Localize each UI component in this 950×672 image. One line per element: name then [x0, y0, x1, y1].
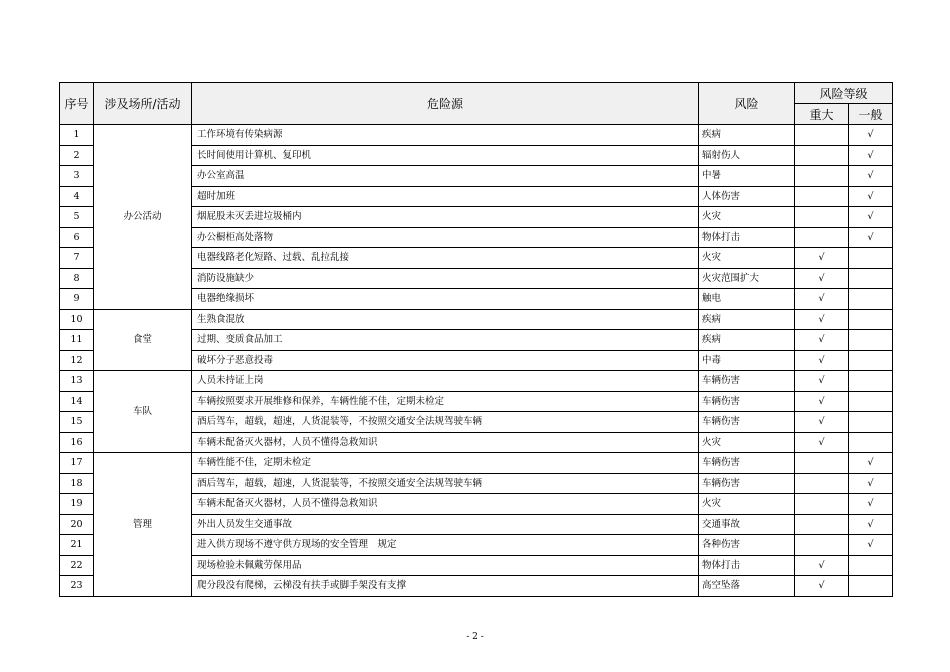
- risk-cell: 车辆伤害: [699, 371, 795, 392]
- major-level-cell: [795, 371, 849, 392]
- general-level-cell: [849, 166, 893, 187]
- general-level-cell: [849, 473, 893, 494]
- major-level-cell: [795, 330, 849, 351]
- general-level-cell: [849, 350, 893, 371]
- table-row: [60, 125, 893, 146]
- hazard-cell: 超时加班: [192, 186, 699, 207]
- general-level-cell: [849, 371, 893, 392]
- check-mark-icon: √: [867, 457, 874, 469]
- row-number: 17: [60, 453, 94, 474]
- general-level-cell: [849, 227, 893, 248]
- general-level-cell: [849, 514, 893, 535]
- hazard-cell: 车辆按照要求开展维修和保养，车辆性能不佳，定期未检定: [192, 391, 699, 412]
- check-mark-icon: √: [818, 395, 825, 407]
- row-number: 10: [60, 309, 94, 330]
- check-mark-icon: √: [867, 149, 874, 161]
- major-level-cell: [795, 227, 849, 248]
- general-level-cell: [849, 125, 893, 146]
- hazard-cell: 办公室高温: [192, 166, 699, 187]
- general-level-cell: [849, 576, 893, 597]
- row-number: 12: [60, 350, 94, 371]
- general-level-cell: [849, 330, 893, 351]
- major-level-cell: [795, 494, 849, 515]
- general-level-cell: [849, 494, 893, 515]
- row-number: 7: [60, 248, 94, 269]
- check-mark-icon: √: [867, 518, 874, 530]
- hazard-cell: 进入供方现场不遵守供方现场的安全管理 规定: [192, 535, 699, 556]
- row-number: 16: [60, 432, 94, 453]
- hazard-cell: 工作环境有传染病源: [192, 125, 699, 146]
- general-level-cell: [849, 555, 893, 576]
- row-number: 1: [60, 125, 94, 146]
- hazard-cell: 酒后驾车，超载，超速，人货混装等，不按照交通安全法规驾驶车辆: [192, 412, 699, 433]
- hazard-cell: 过期、变质食品加工: [192, 330, 699, 351]
- risk-cell: 人体伤害: [699, 186, 795, 207]
- hazard-cell: 消防设施缺少: [192, 268, 699, 289]
- general-level-cell: [849, 309, 893, 330]
- place-cell: 管理: [94, 453, 192, 597]
- general-level-cell: [849, 412, 893, 433]
- risk-cell: 高空坠落: [699, 576, 795, 597]
- table-row: [60, 453, 893, 474]
- hazard-cell: 烟屁股未灭丢进垃圾桶内: [192, 207, 699, 228]
- check-mark-icon: √: [867, 498, 874, 510]
- row-number: 22: [60, 555, 94, 576]
- risk-cell: 火灾: [699, 207, 795, 228]
- check-mark-icon: √: [867, 211, 874, 223]
- check-mark-icon: √: [818, 354, 825, 366]
- major-level-cell: [795, 391, 849, 412]
- page-number: - 2 -: [466, 632, 484, 642]
- check-mark-icon: √: [818, 375, 825, 387]
- hazard-cell: 生熟食混放: [192, 309, 699, 330]
- major-level-cell: [795, 248, 849, 269]
- header-major: 重大: [795, 104, 849, 125]
- general-level-cell: [849, 186, 893, 207]
- major-level-cell: [795, 473, 849, 494]
- table-row: [60, 371, 893, 392]
- risk-cell: 各种伤害: [699, 535, 795, 556]
- risk-cell: 火灾范围扩大: [699, 268, 795, 289]
- check-mark-icon: √: [867, 231, 874, 243]
- risk-cell: 辐射伤人: [699, 145, 795, 166]
- risk-cell: 中暑: [699, 166, 795, 187]
- risk-cell: 交通事故: [699, 514, 795, 535]
- general-level-cell: [849, 248, 893, 269]
- header-general: 一般: [849, 104, 893, 125]
- table-body: [60, 125, 893, 597]
- major-level-cell: [795, 535, 849, 556]
- header-hazard: 危险源: [192, 83, 699, 125]
- row-number: 15: [60, 412, 94, 433]
- major-level-cell: [795, 412, 849, 433]
- major-level-cell: [795, 166, 849, 187]
- check-mark-icon: √: [818, 293, 825, 305]
- header-risk: 风险: [699, 83, 795, 125]
- row-number: 18: [60, 473, 94, 494]
- header-no: 序号: [60, 83, 94, 125]
- hazard-cell: 酒后驾车，超载，超速，人货混装等，不按照交通安全法规驾驶车辆: [192, 473, 699, 494]
- risk-cell: 中毒: [699, 350, 795, 371]
- major-level-cell: [795, 514, 849, 535]
- major-level-cell: [795, 576, 849, 597]
- row-number: 5: [60, 207, 94, 228]
- check-mark-icon: √: [867, 190, 874, 202]
- hazard-cell: 人员未持证上岗: [192, 371, 699, 392]
- check-mark-icon: √: [818, 313, 825, 325]
- risk-cell: 触电: [699, 289, 795, 310]
- risk-cell: 车辆伤害: [699, 391, 795, 412]
- hazard-cell: 外出人员发生交通事故: [192, 514, 699, 535]
- general-level-cell: [849, 432, 893, 453]
- major-level-cell: [795, 350, 849, 371]
- check-mark-icon: √: [818, 272, 825, 284]
- hazard-cell: 车辆性能不佳，定期未检定: [192, 453, 699, 474]
- check-mark-icon: √: [818, 252, 825, 264]
- row-number: 14: [60, 391, 94, 412]
- row-number: 21: [60, 535, 94, 556]
- risk-cell: 火灾: [699, 494, 795, 515]
- hazard-cell: 破坏分子恶意投毒: [192, 350, 699, 371]
- row-number: 2: [60, 145, 94, 166]
- general-level-cell: [849, 207, 893, 228]
- row-number: 20: [60, 514, 94, 535]
- risk-cell: 物体打击: [699, 227, 795, 248]
- check-mark-icon: √: [867, 170, 874, 182]
- row-number: 13: [60, 371, 94, 392]
- place-cell: 食堂: [94, 309, 192, 371]
- hazard-cell: 电器线路老化短路、过载、乱拉乱接: [192, 248, 699, 269]
- row-number: 23: [60, 576, 94, 597]
- risk-cell: 车辆伤害: [699, 453, 795, 474]
- hazard-cell: 长时间使用计算机、复印机: [192, 145, 699, 166]
- major-level-cell: [795, 289, 849, 310]
- general-level-cell: [849, 289, 893, 310]
- hazard-cell: 现场检验未佩戴劳保用品: [192, 555, 699, 576]
- header-risk-level: 风险等级: [795, 83, 893, 104]
- row-number: 8: [60, 268, 94, 289]
- row-number: 4: [60, 186, 94, 207]
- major-level-cell: [795, 268, 849, 289]
- risk-cell: 车辆伤害: [699, 412, 795, 433]
- check-mark-icon: √: [818, 416, 825, 428]
- general-level-cell: [849, 145, 893, 166]
- major-level-cell: [795, 186, 849, 207]
- risk-table: [59, 82, 893, 597]
- place-cell: 办公活动: [94, 125, 192, 310]
- check-mark-icon: √: [867, 477, 874, 489]
- hazard-cell: 电器绝缘损坏: [192, 289, 699, 310]
- major-level-cell: [795, 125, 849, 146]
- risk-cell: 火灾: [699, 248, 795, 269]
- major-level-cell: [795, 207, 849, 228]
- general-level-cell: [849, 453, 893, 474]
- row-number: 3: [60, 166, 94, 187]
- major-level-cell: [795, 453, 849, 474]
- major-level-cell: [795, 432, 849, 453]
- check-mark-icon: √: [818, 559, 825, 571]
- header-place: 涉及场所/活动: [94, 83, 192, 125]
- row-number: 6: [60, 227, 94, 248]
- risk-cell: 疾病: [699, 125, 795, 146]
- hazard-cell: 办公橱柜高处落物: [192, 227, 699, 248]
- row-number: 11: [60, 330, 94, 351]
- risk-cell: 物体打击: [699, 555, 795, 576]
- check-mark-icon: √: [818, 334, 825, 346]
- general-level-cell: [849, 391, 893, 412]
- row-number: 19: [60, 494, 94, 515]
- table-row: [60, 309, 893, 330]
- place-cell: 车队: [94, 371, 192, 453]
- major-level-cell: [795, 145, 849, 166]
- general-level-cell: [849, 268, 893, 289]
- risk-cell: 疾病: [699, 330, 795, 351]
- risk-cell: 车辆伤害: [699, 473, 795, 494]
- check-mark-icon: √: [867, 539, 874, 551]
- row-number: 9: [60, 289, 94, 310]
- major-level-cell: [795, 555, 849, 576]
- risk-cell: 火灾: [699, 432, 795, 453]
- hazard-cell: 车辆未配备灭火器材，人员不懂得急救知识: [192, 432, 699, 453]
- risk-cell: 疾病: [699, 309, 795, 330]
- major-level-cell: [795, 309, 849, 330]
- hazard-cell: 爬分段没有爬梯，云梯没有扶手或脚手架没有支撑: [192, 576, 699, 597]
- check-mark-icon: √: [818, 580, 825, 592]
- check-mark-icon: √: [867, 129, 874, 141]
- general-level-cell: [849, 535, 893, 556]
- check-mark-icon: √: [818, 436, 825, 448]
- hazard-cell: 车辆未配备灭火器材，人员不懂得急救知识: [192, 494, 699, 515]
